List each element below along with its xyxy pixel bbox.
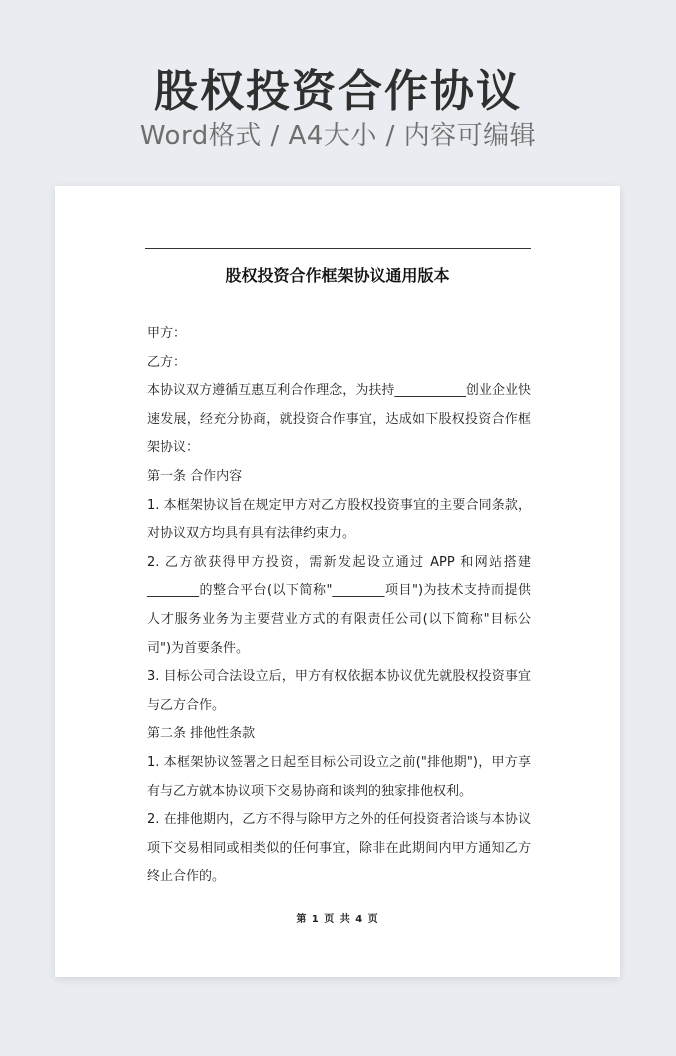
party-b-line: 乙方： (147, 354, 187, 370)
document-body (147, 320, 531, 892)
clause-paragraph: 1. 本框架协议旨在规定甲方对乙方股权投资事宜的主要合同条款，对协议双方均具有具有法律约束力。 (147, 497, 531, 542)
document-page (55, 186, 620, 977)
banner-title: 股权投资合作协议 (154, 66, 522, 117)
clause-paragraph: 2. 乙方欲获得甲方投资，需新发起设立通过 APP 和网站搭建________的整合平台(以下简称"________项目")为技术支持而提供人才服务业务为主要营业方式的有限责任公司(以下简称"目标公司")为首要条件。 (147, 554, 531, 656)
page-footer: 第 1 页 共 4 页 (296, 914, 379, 925)
banner (0, 0, 676, 180)
party-a-line: 甲方： (147, 326, 187, 341)
header-rule (145, 248, 531, 249)
clause-paragraph: 3. 目标公司合法设立后，甲方有权依据本协议优先就股权投资事宜与乙方合作。 (147, 669, 531, 713)
article-heading: 第一条 合作内容 (147, 468, 243, 484)
document-title: 股权投资合作框架协议通用版本 (225, 266, 450, 285)
clause-paragraph: 1. 本框架协议签署之日起至目标公司设立之前("排他期")，甲方享有与乙方就本协议项下交易协商和谈判的独家排他权利。 (147, 754, 531, 799)
clause-paragraph: 2. 在排他期内，乙方不得与除甲方之外的任何投资者洽谈与本协议项下交易相同或相类似的任何事宜，除非在此期间内甲方通知乙方终止合作的。 (147, 812, 531, 885)
preamble-paragraph: 本协议双方遵循互惠互利合作理念，为扶持___________创业企业快速发展，经充分协商，就投资合作事宜，达成如下股权投资合作框架协议： (147, 383, 531, 456)
article-heading: 第二条 排他性条款 (147, 726, 256, 742)
banner-subtitle: Word格式 / A4大小 / 内容可编辑 (139, 121, 537, 151)
